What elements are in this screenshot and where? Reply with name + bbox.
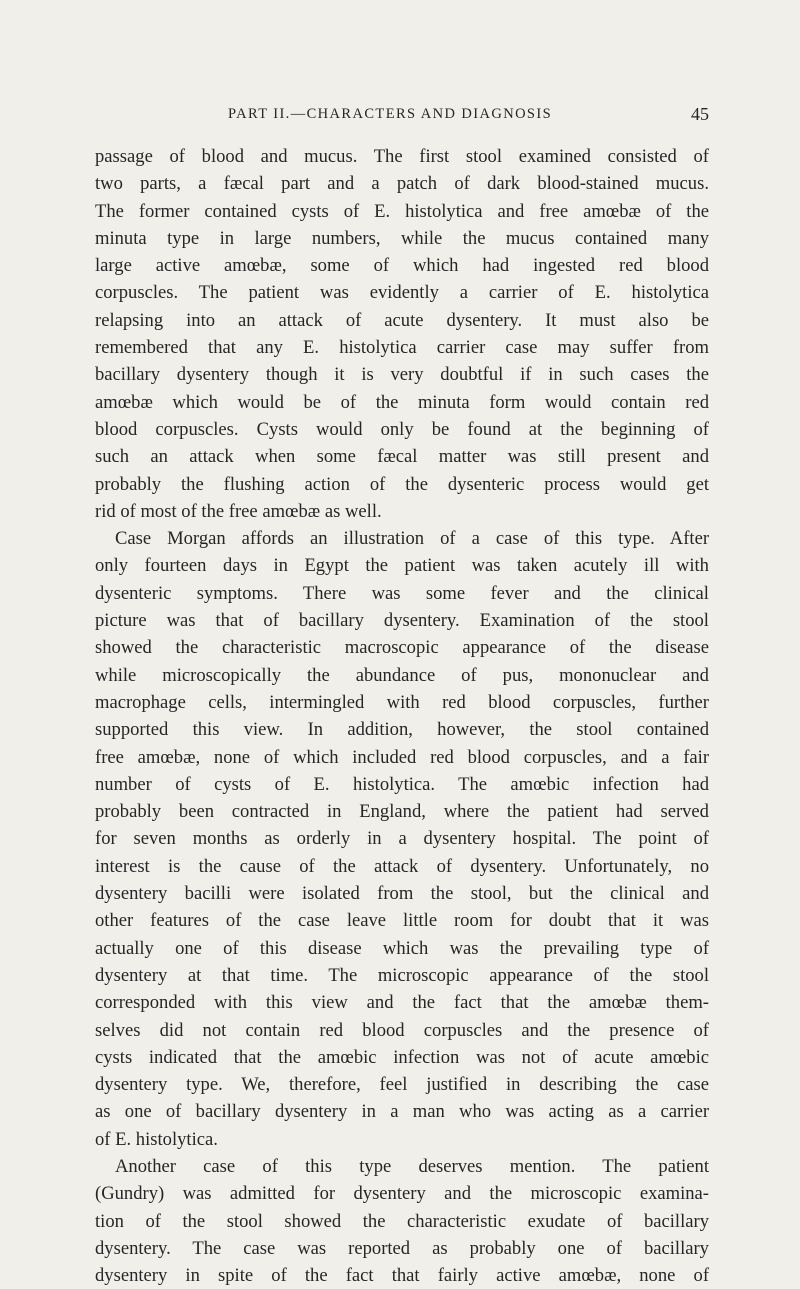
text-line: other features of the case leave little room for doubt that it was: [95, 910, 709, 932]
text-line: free amœbæ, none of which included red blood corpuscles, and a fair: [95, 746, 710, 768]
text-line: large active amœbæ, some of which had ingested red blood: [95, 255, 710, 277]
text-line: picture was that of bacillary dysentery. Examination of the stool: [95, 610, 709, 632]
page-number: 45: [691, 104, 709, 124]
text-line: macrophage cells, intermingled with red blood corpuscles, further: [95, 691, 709, 713]
text-line: of E. histolytica.: [95, 1128, 218, 1150]
text-line: cysts indicated that the amœbic infection was not of acute amœbic: [95, 1046, 710, 1068]
text-line: remembered that any E. histolytica carrier case may suffer from: [95, 337, 709, 359]
text-line: dysentery. The case was reported as probably one of bacillary: [95, 1237, 709, 1259]
text-line: interest is the cause of the attack of dysentery. Unfortunately, no: [95, 855, 709, 877]
text-line: passage of blood and mucus. The first stool examined consisted of: [95, 146, 709, 167]
text-line: tion of the stool showed the characteristic exudate of bacillary: [95, 1210, 710, 1232]
text-line: selves did not contain red blood corpuscles and the presence of: [95, 1019, 709, 1041]
text-line: as one of bacillary dysentery in a man who was acting as a carrier: [95, 1101, 710, 1123]
text-line: such an attack when some fæcal matter was still present and: [95, 446, 709, 468]
text-line: bacillary dysentery though it is very doubtful if in such cases the: [95, 364, 709, 386]
text-line: relapsing into an attack of acute dysentery. It must also be: [95, 309, 709, 331]
text-line: dysentery type. We, therefore, feel justified in describing the case: [95, 1074, 709, 1096]
text-line: showed the characteristic macroscopic appearance of the disease: [95, 637, 709, 659]
text-line: The former contained cysts of E. histolytica and free amœbæ of the: [95, 200, 709, 222]
text-line: dysenteric symptoms. There was some fever and the clinical: [95, 582, 709, 604]
text-line: dysentery in spite of the fact that fairly active amœbæ, none of: [95, 1265, 710, 1287]
text-line: number of cysts of E. histolytica. The amœbic infection had: [95, 773, 710, 795]
text-line: probably been contracted in England, where the patient had served: [95, 801, 709, 823]
text-line: (Gundry) was admitted for dysentery and the microscopic examina-: [95, 1183, 709, 1205]
text-line: Another case of this type deserves mention. The patient: [115, 1155, 710, 1177]
text-line: only fourteen days in Egypt the patient was taken acutely ill with: [95, 555, 709, 577]
text-line: corpuscles. The patient was evidently a carrier of E. histolytica: [95, 282, 709, 304]
text-line: supported this view. In addition, however, the stool contained: [95, 719, 709, 741]
text-line: blood corpuscles. Cysts would only be found at the beginning of: [95, 418, 709, 440]
text-line: amœbæ which would be of the minuta form would contain red: [95, 391, 710, 413]
running-head-title: PART II.—CHARACTERS AND DIAGNOSIS: [228, 106, 553, 122]
text-line: corresponded with this view and the fact that the amœbæ them-: [95, 992, 709, 1014]
text-line: while microscopically the abundance of pus, mononuclear and: [95, 664, 709, 686]
body-text: [95, 143, 709, 1289]
text-line: rid of most of the free amœbæ as well.: [95, 500, 382, 522]
text-line: Case Morgan affords an illustration of a case of this type. After: [115, 528, 710, 550]
running-head: [95, 106, 709, 130]
text-line: actually one of this disease which was the prevailing type of: [95, 937, 710, 959]
text-line: minuta type in large numbers, while the mucus contained many: [95, 227, 709, 249]
text-line: dysentery at that time. The microscopic appearance of the stool: [95, 964, 710, 986]
text-line: dysentery bacilli were isolated from the stool, but the clinical and: [95, 883, 710, 905]
text-line: for seven months as orderly in a dysentery hospital. The point of: [95, 828, 709, 850]
text-line: probably the flushing action of the dysenteric process would get: [95, 473, 709, 495]
text-line: two parts, a fæcal part and a patch of dark blood-stained mucus.: [95, 173, 709, 195]
